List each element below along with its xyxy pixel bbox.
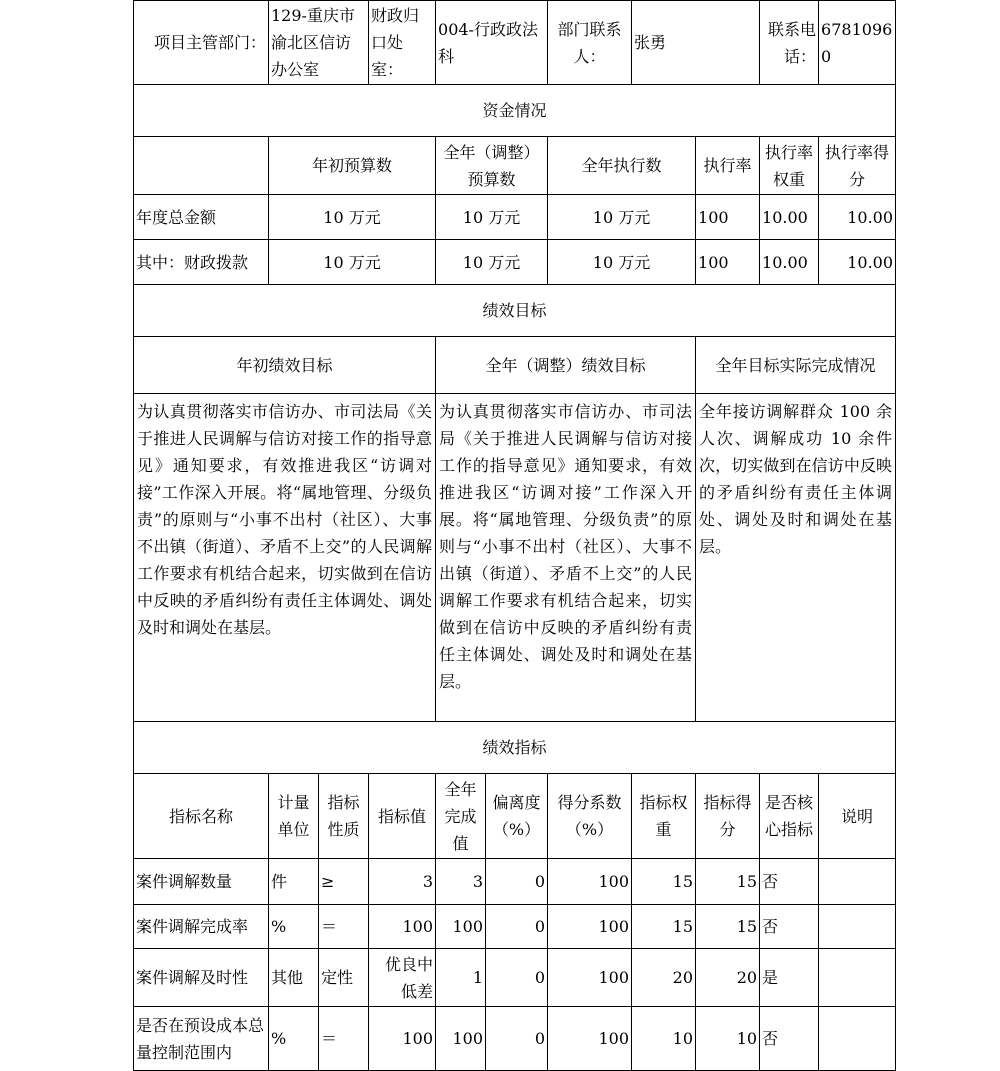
funds-header-blank — [134, 137, 269, 195]
ind-weight: 20 — [632, 949, 696, 1007]
goals-header-row — [134, 337, 896, 394]
ind-deviation: 0 — [486, 949, 548, 1007]
ind-core: 是 — [760, 949, 819, 1007]
dept-value: 129-重庆市渝北区信访办公室 — [269, 1, 369, 85]
funds-row-weight: 10.00 — [760, 195, 819, 240]
table-row — [134, 859, 896, 905]
funds-row-adjusted: 10 万元 — [436, 195, 548, 240]
ind-name: 案件调解完成率 — [134, 905, 269, 949]
ind-weight: 15 — [632, 859, 696, 905]
phone-label: 联系电话： — [760, 1, 819, 85]
ind-nature: ≥ — [319, 859, 369, 905]
funds-row-initial: 10 万元 — [269, 240, 436, 285]
ind-col-unit: 计量单位 — [269, 774, 319, 859]
ind-deviation: 0 — [486, 905, 548, 949]
ind-weight: 10 — [632, 1007, 696, 1071]
ind-col-name: 指标名称 — [134, 774, 269, 859]
ind-col-coef: 得分系数（%） — [548, 774, 632, 859]
ind-core: 否 — [760, 1007, 819, 1071]
ind-deviation: 0 — [486, 1007, 548, 1071]
funds-row-executed: 10 万元 — [548, 240, 696, 285]
funds-row-rate: 100 — [696, 240, 760, 285]
ind-coef: 100 — [548, 949, 632, 1007]
indicators-section-row — [134, 722, 896, 774]
ind-unit: % — [269, 1007, 319, 1071]
ind-col-weight: 指标权重 — [632, 774, 696, 859]
ind-target: 3 — [369, 859, 436, 905]
ind-score: 15 — [696, 905, 760, 949]
funds-row-initial: 10 万元 — [269, 195, 436, 240]
ind-score: 20 — [696, 949, 760, 1007]
ind-name: 案件调解及时性 — [134, 949, 269, 1007]
ind-col-target: 指标值 — [369, 774, 436, 859]
funds-section-title: 资金情况 — [134, 85, 896, 137]
ind-name: 是否在预设成本总量控制范围内 — [134, 1007, 269, 1071]
ind-col-core: 是否核心指标 — [760, 774, 819, 859]
funds-col-score: 执行率得分 — [819, 137, 896, 195]
funds-col-rate: 执行率 — [696, 137, 760, 195]
goals-initial-header: 年初绩效目标 — [134, 337, 436, 394]
ind-coef: 100 — [548, 1007, 632, 1071]
ind-note — [819, 859, 896, 905]
funds-row-score: 10.00 — [819, 195, 896, 240]
ind-score: 10 — [696, 1007, 760, 1071]
ind-col-deviation: 偏离度（%） — [486, 774, 548, 859]
ind-unit: % — [269, 905, 319, 949]
funds-section-row — [134, 85, 896, 137]
goals-adjusted-header: 全年（调整）绩效目标 — [436, 337, 696, 394]
funds-col-executed: 全年执行数 — [548, 137, 696, 195]
funds-row-executed: 10 万元 — [548, 195, 696, 240]
funds-row-score: 10.00 — [819, 240, 896, 285]
indicators-header-row — [134, 774, 896, 859]
ind-deviation: 0 — [486, 859, 548, 905]
ind-col-actual: 全年完成值 — [436, 774, 486, 859]
ind-actual: 100 — [436, 905, 486, 949]
funds-row-total — [134, 195, 896, 240]
ind-col-note: 说明 — [819, 774, 896, 859]
ind-target: 100 — [369, 1007, 436, 1071]
goals-actual-text: 全年接访调解群众 100 余人次、调解成功 10 余件次，切实做到在信访中反映的矛盾纠纷有责任主体调处、调处及时和调处在基层。 — [696, 394, 896, 722]
ind-actual: 100 — [436, 1007, 486, 1071]
ind-nature: ＝ — [319, 905, 369, 949]
ind-weight: 15 — [632, 905, 696, 949]
table-row — [134, 905, 896, 949]
ind-unit: 件 — [269, 859, 319, 905]
funds-row-fiscal — [134, 240, 896, 285]
ind-actual: 1 — [436, 949, 486, 1007]
goals-section-title: 绩效目标 — [134, 285, 896, 337]
goals-adjusted-text: 为认真贯彻落实市信访办、市司法局《关于推进人民调解与信访对接工作的指导意见》通知要求，有效推进我区“访调对接”工作深入开展。将“属地管理、分级负责”的原则与“小事不出村（社区）、大事不出镇（街道）、矛盾不上交”的人民调解工作要求有机结合起来，切实做到在信访中反映的矛盾纠纷有责任主体调处、调处及时和调处在基层。 — [436, 394, 696, 722]
ind-core: 否 — [760, 905, 819, 949]
contact-value: 张勇 — [632, 1, 760, 85]
contact-label: 部门联系人： — [548, 1, 632, 85]
ind-coef: 100 — [548, 905, 632, 949]
funds-header-row — [134, 137, 896, 195]
goals-section-row — [134, 285, 896, 337]
ind-unit: 其他 — [269, 949, 319, 1007]
ind-name: 案件调解数量 — [134, 859, 269, 905]
ind-note — [819, 949, 896, 1007]
funds-row-adjusted: 10 万元 — [436, 240, 548, 285]
ind-target: 100 — [369, 905, 436, 949]
ind-nature: 定性 — [319, 949, 369, 1007]
performance-table — [133, 0, 896, 1071]
finance-value: 004-行政政法科 — [436, 1, 548, 85]
phone-value: 67810960 — [819, 1, 896, 85]
indicators-section-title: 绩效指标 — [134, 722, 896, 774]
ind-coef: 100 — [548, 859, 632, 905]
ind-note — [819, 905, 896, 949]
dept-label: 项目主管部门： — [134, 1, 269, 85]
funds-col-weight: 执行率权重 — [760, 137, 819, 195]
finance-label: 财政归口处室： — [369, 1, 436, 85]
funds-col-adjusted: 全年（调整）预算数 — [436, 137, 548, 195]
funds-col-initial: 年初预算数 — [269, 137, 436, 195]
ind-col-nature: 指标性质 — [319, 774, 369, 859]
funds-row-name: 年度总金额 — [134, 195, 269, 240]
goals-actual-header: 全年目标实际完成情况 — [696, 337, 896, 394]
header-row — [134, 1, 896, 85]
funds-row-weight: 10.00 — [760, 240, 819, 285]
ind-core: 否 — [760, 859, 819, 905]
ind-col-score: 指标得分 — [696, 774, 760, 859]
ind-score: 15 — [696, 859, 760, 905]
table-row — [134, 949, 896, 1007]
funds-row-name: 其中：财政拨款 — [134, 240, 269, 285]
ind-actual: 3 — [436, 859, 486, 905]
goals-initial-text: 为认真贯彻落实市信访办、市司法局《关于推进人民调解与信访对接工作的指导意见》通知要求，有效推进我区“访调对接”工作深入开展。将“属地管理、分级负责”的原则与“小事不出村（社区）、大事不出镇（街道）、矛盾不上交”的人民调解工作要求有机结合起来，切实做到在信访中反映的矛盾纠纷有责任主体调处、调处及时和调处在基层。 — [134, 394, 436, 722]
ind-nature: ＝ — [319, 1007, 369, 1071]
goals-content-row — [134, 394, 896, 722]
funds-row-rate: 100 — [696, 195, 760, 240]
ind-target: 优良中低差 — [369, 949, 436, 1007]
